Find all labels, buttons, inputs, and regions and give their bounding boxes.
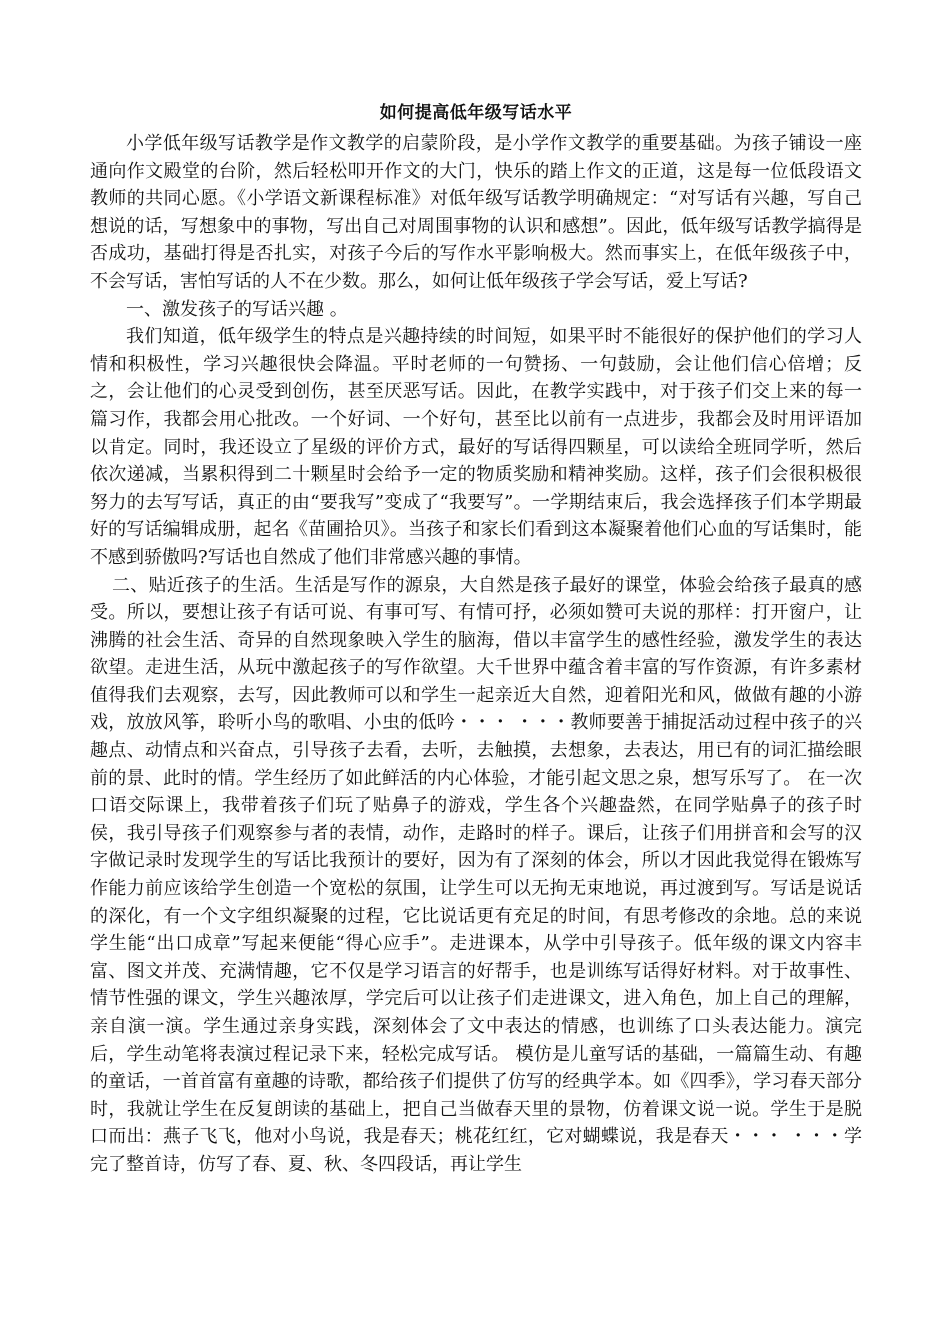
paragraph-intro: 小学低年级写话教学是作文教学的启蒙阶段，是小学作文教学的重要基础。为孩子铺设一座通向作文殿堂的台阶，然后轻松叩开作文的大门，快乐的踏上作文的正道，这是每一位低段语文教师的共同心愿。《小学语文新课程标准》对低年级写话教学明确规定：“对写话有兴趣，写自己想说的话，写想象中的事物，写出自己对周围事物的认识和感想”。因此，低年级写话教学搞得是否成功，基础打得是否扎实，对孩子今后的写作水平影响极大。然而事实上，在低年级孩子中，不会写话，害怕写话的人不在少数。那么，如何让低年级孩子学会写话，爱上写话? bbox=[90, 133, 862, 292]
section-heading-interest: 一、激发孩子的写话兴趣 。 bbox=[126, 298, 348, 320]
document-title: 如何提高低年级写话水平 bbox=[379, 103, 573, 123]
paragraph-life: 二、贴近孩子的生活。生活是写作的源泉，大自然是孩子最好的课堂，体验会给孩子最真的感受。所以，要想让孩子有话可说、有事可写、有情可抒，必须如赞可夫说的那样：打开窗户，让沸腾的社会生活、奇异的自然现象映入学生的脑海，借以丰富学生的感性经验，激发学生的表达欲望。走进生活，从玩中激起孩子的写作欲望。大千世界中蕴含着丰富的写作资源，有许多素材值得我们去观察，去写，因此教师可以和学生一起亲近大自然，迎着阳光和风，做做有趣的小游戏，放放风筝，聆听小鸟的歌唱、小虫的低吟・・・ ・・・教师要善于捕捉活动过程中孩子的兴趣点、动情点和兴奋点，引导孩子去看，去听，去触摸，去想象，去表达，用已有的词汇描绘眼前的景、此时的情。学生经历了如此鲜活的内心体验，才能引起文思之泉，想写乐写了。 在一次口语交际课上，我带着孩子们玩了贴鼻子的游戏，学生各个兴趣盎然，在同学贴鼻子的孩子时侯，我引导孩子们观察参与者的表情，动作，走路时的样子。课后，让孩子们用拼音和会写的汉字做记录时发现学生的写话比我预计的要好，因为有了深刻的体会，所以才因此我觉得在锻炼写作能力前应该给学生创造一个宽松的氛围，让学生可以无拘无束地说，再过渡到写。写话是说话的深化，有一个文字组织凝聚的过程，它比说话更有充足的时间，有思考修改的余地。总的来说学生能“出口成章”写起来便能“得心应手”。走进课本，从学中引导孩子。低年级的课文内容丰富、图文并茂、充满情趣，它不仅是学习语言的好帮手，也是训练写话得好材料。对于故事性、情节性强的课文，学生兴趣浓厚，学完后可以让孩子们走进课文，进入角色，加上自己的理解，亲自演一演。学生通过亲身实践，深刻体会了文中表达的情感，也训练了口头表达能力。演完后，学生动笔将表演过程记录下来，轻松完成写话。 模仿是儿童写话的基础，一篇篇生动、有趣的童话，一首首富有童趣的诗歌，都给孩子们提供了仿写的经典学本。如《四季》，学习春天部分时，我就让学生在反复朗读的基础上，把自己当做春天里的景物，仿着课文说一说。学生于是脱口而出：燕子飞飞，他对小鸟说，我是春天；桃花红红，它对蝴蝶说，我是春天・・・ ・・・学完了整首诗，仿写了春、夏、秋、冬四段话，再让学生 bbox=[90, 574, 862, 1175]
paragraph-interest: 我们知道，低年级学生的特点是兴趣持续的时间短，如果平时不能很好的保护他们的学习人情和积极性，学习兴趣很快会降温。平时老师的一句赞扬、一句鼓励，会让他们信心倍增；反之，会让他们的心灵受到创伤，甚至厌恶写话。因此，在教学实践中，对于孩子们交上来的每一篇习作，我都会用心批改。一个好词、一个好句，甚至比以前有一点进步，我都会及时用评语加以肯定。同时，我还设立了星级的评价方式，最好的写话得四颗星，可以读给全班同学听，然后依次递减，当累积得到二十颗星时会给予一定的物质奖励和精神奖励。这样，孩子们会很积极很努力的去写写话，真正的由“要我写”变成了“我要写”。一学期结束后，我会选择孩子们本学期最好的写话编辑成册，起名《苗圃拾贝》。当孩子和家长们看到这本凝聚着他们心血的写话集时，能不感到骄傲吗?写话也自然成了他们非常感兴趣的事情。 bbox=[90, 326, 862, 568]
document-page bbox=[90, 96, 862, 1179]
